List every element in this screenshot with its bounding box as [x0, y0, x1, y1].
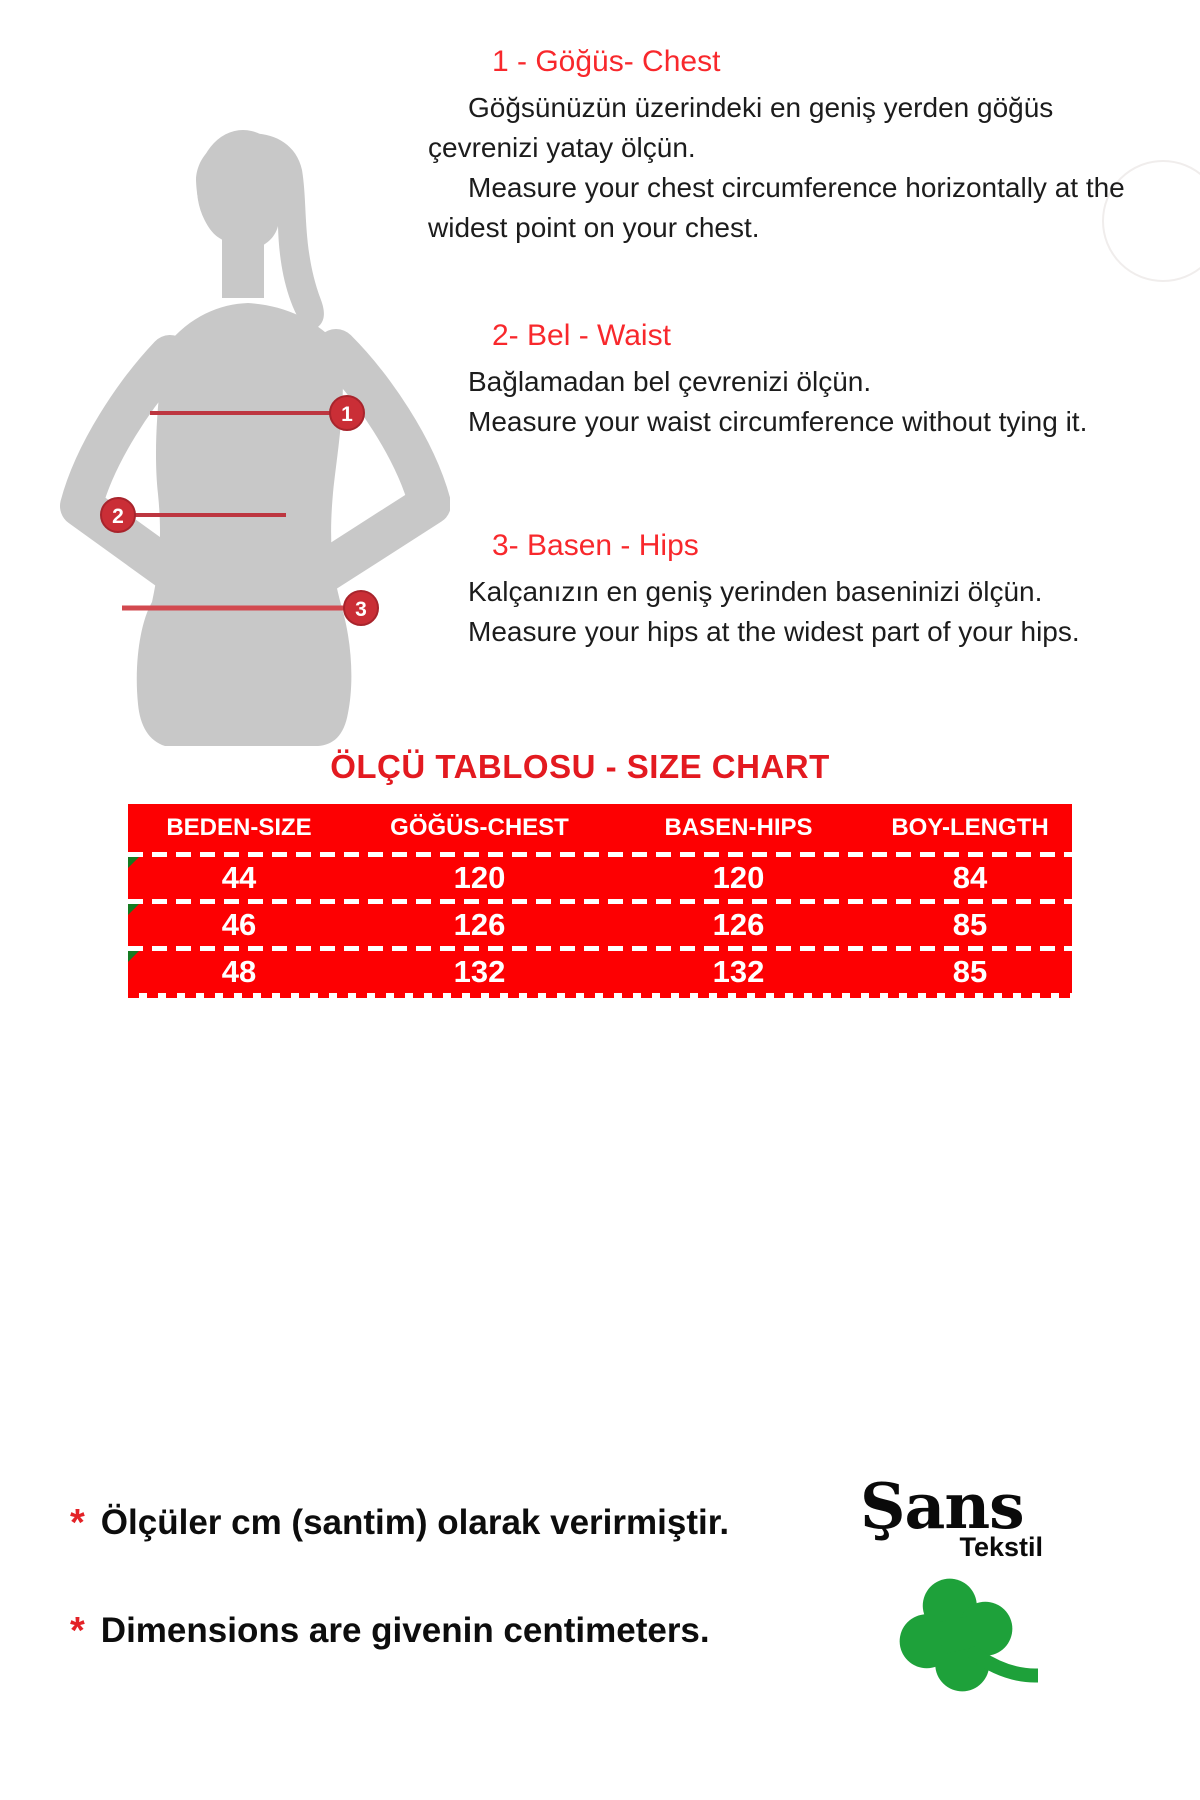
cell-chest: 132 — [453, 954, 506, 989]
note-cm-tr — [70, 1500, 729, 1546]
section-waist-text-en: Measure your waist circumference without tying it. — [468, 406, 1088, 437]
note-cm-en — [70, 1608, 710, 1654]
cell-chest: 126 — [453, 907, 506, 942]
header-boy-length: BOY-LENGTH — [891, 814, 1049, 841]
header-beden-size: BEDEN-SIZE — [166, 814, 312, 841]
section-hips-heading: 3- Basen - Hips — [492, 529, 699, 562]
cell-length: 85 — [952, 907, 988, 942]
header-basen-hips: BASEN-HIPS — [664, 814, 813, 841]
clover-icon — [888, 1573, 1038, 1713]
cell-size: 44 — [221, 860, 257, 895]
size-chart-title: ÖLÇÜ TABLOSU - SIZE CHART — [330, 748, 830, 785]
table-row — [128, 904, 1072, 946]
hips-marker-label: 3 — [355, 598, 367, 621]
section-hips — [428, 528, 1144, 652]
section-chest-heading: 1 - Göğüs- Chest — [492, 45, 721, 78]
cell-length: 85 — [952, 954, 988, 989]
note-text-en: Dimensions are givenin centimeters. — [100, 1611, 710, 1650]
cell-hips: 126 — [712, 907, 765, 942]
section-chest-text-en: Measure your chest circumference horizontally at the widest point on your chest. — [428, 172, 1125, 243]
body-measurement-figure — [50, 108, 450, 753]
section-hips-text-tr: Kalçanızın en geniş yerinden baseninizi ölçün. — [468, 576, 1043, 607]
asterisk-icon: * — [70, 1610, 85, 1652]
brand-subtitle: Tekstil — [959, 1532, 1043, 1562]
table-row — [128, 951, 1072, 993]
asterisk-icon: * — [70, 1502, 85, 1544]
cell-hips: 120 — [712, 860, 765, 895]
note-text-tr: Ölçüler cm (santim) olarak verirmiştir. — [100, 1503, 730, 1542]
waist-marker-label: 2 — [112, 505, 124, 528]
chest-marker-label: 1 — [341, 403, 353, 426]
cell-size: 48 — [221, 954, 257, 989]
cell-size: 46 — [221, 907, 257, 942]
section-chest — [428, 44, 1144, 248]
female-silhouette-icon — [50, 108, 450, 753]
section-waist-heading: 2- Bel - Waist — [492, 319, 671, 352]
table-row — [128, 857, 1072, 899]
cell-chest: 120 — [453, 860, 506, 895]
section-hips-text-en: Measure your hips at the widest part of your hips. — [468, 616, 1080, 647]
section-chest-text-tr: Göğsünüzün üzerindeki en geniş yerden göğüs çevrenizi yatay ölçün. — [428, 92, 1054, 163]
table-bottom-border — [128, 993, 1072, 998]
section-waist-text-tr: Bağlamadan bel çevrenizi ölçün. — [468, 366, 872, 397]
header-gogus-chest: GÖĞÜS-CHEST — [390, 814, 569, 841]
brand-logo — [860, 1469, 1045, 1713]
cell-length: 84 — [952, 860, 988, 895]
brand-name: Şans — [860, 1469, 1024, 1543]
size-chart-header-row — [128, 804, 1072, 852]
neck-shape — [222, 226, 264, 298]
size-chart-table — [128, 804, 1072, 998]
section-waist — [428, 318, 1144, 442]
cell-hips: 132 — [712, 954, 765, 989]
